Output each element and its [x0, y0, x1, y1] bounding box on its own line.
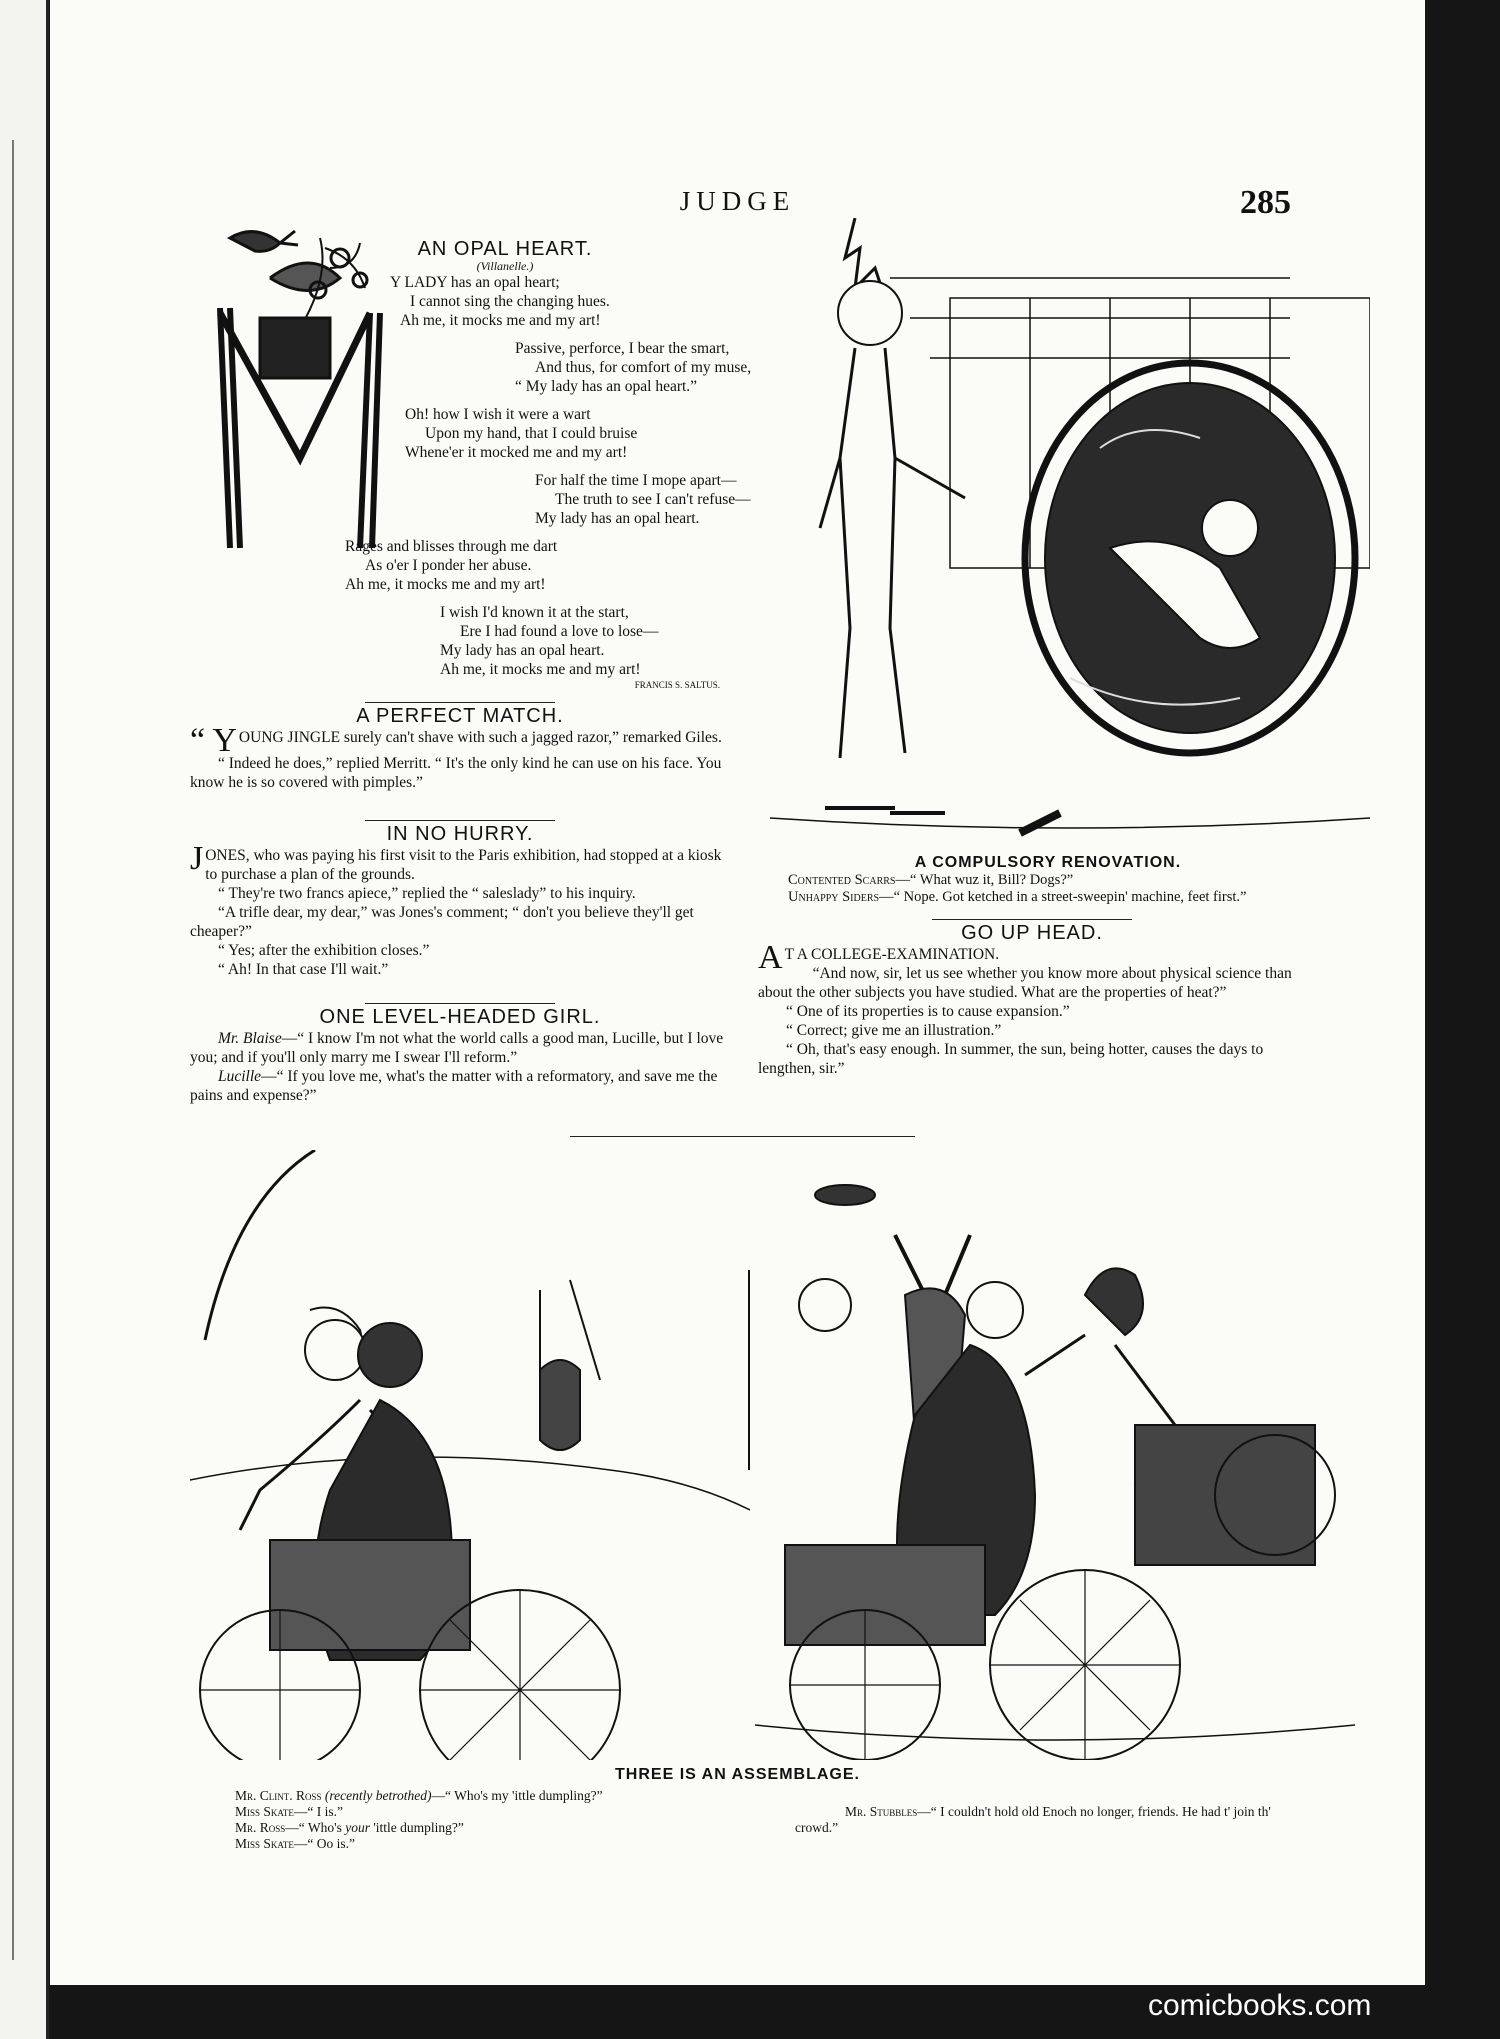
poem-author: FRANCIS S. SALTUS. — [634, 680, 720, 690]
cartoon-compulsory-renovation — [770, 218, 1370, 843]
dialogue: —“ Nope. Got ketched in a street-sweepin' machine, feet first.” — [879, 889, 1247, 905]
speaker: Lucille — [218, 1068, 262, 1085]
speaker-note: (recently betrothed) — [324, 1788, 432, 1803]
drop-initial: “ Y — [190, 722, 237, 759]
dialogue: 'ittle dumpling?” — [369, 1820, 464, 1835]
drop-initial: A — [758, 939, 783, 976]
article-title: IN NO HURRY. — [386, 823, 534, 845]
dialogue-emphasis: your — [345, 1820, 370, 1835]
poem-line: The truth to see I can't refuse— — [555, 491, 751, 508]
poem-line: Ah me, it mocks me and my art! — [440, 661, 641, 678]
speaker: Mr. Blaise — [218, 1030, 282, 1047]
speaker: Miss Skate — [235, 1804, 294, 1819]
article-title: A PERFECT MATCH. — [356, 705, 564, 727]
poem-line: My lady has an opal heart. — [440, 642, 605, 659]
dialogue: —“ What wuz it, Bill? Dogs?” — [895, 872, 1074, 888]
drop-initial: J — [190, 840, 204, 877]
article-text: ONES, who was paying his first visit to the Paris exhibition, had stopped at a kiosk to purchase a plan of the grounds. — [205, 847, 722, 883]
article-compulsory-renovation — [758, 853, 1338, 906]
panel-divider — [748, 1270, 750, 1470]
article-go-up-head — [758, 919, 1306, 1078]
article-title: ONE LEVEL-HEADED GIRL. — [319, 1006, 601, 1028]
poem-title: AN OPAL HEART. — [417, 238, 593, 260]
speaker: Mr. Ross — [235, 1820, 286, 1835]
article-text: “ One of its properties is to cause expansion.” — [786, 1003, 1070, 1020]
bird-icon — [230, 232, 280, 252]
masthead: JUDGE — [679, 186, 796, 216]
cartoon-caption-title: THREE IS AN ASSEMBLAGE. — [615, 1766, 860, 1783]
article-one-level-headed-girl — [190, 1003, 730, 1105]
article-text: “ Ah! In that case I'll wait.” — [218, 961, 389, 978]
poem-line: Y LADY has an opal heart; — [390, 274, 560, 291]
adjacent-page-edge — [0, 0, 49, 2039]
article-text: —“ I know I'm not what the world calls a good man, Lucille, but I love you; and if you'll only marry me I swear I'll reform.” — [190, 1030, 724, 1066]
poem-line: Upon my hand, that I could bruise — [425, 425, 638, 442]
cartoon-dialogue-right — [795, 1804, 1315, 1836]
article-text: “ Yes; after the exhibition closes.” — [218, 942, 430, 959]
poem-line: I wish I'd known it at the start, — [440, 604, 629, 621]
magazine-page — [50, 0, 1425, 1985]
article-in-no-hurry — [190, 820, 730, 979]
article-a-perfect-match — [190, 702, 730, 792]
article-text: —“ If you love me, what's the matter with a reformatory, and save me the pains and expense?” — [190, 1068, 718, 1104]
dialogue: —“ I is.” — [293, 1804, 344, 1819]
poem-line: Rages and blisses through me dart — [345, 538, 558, 555]
dialogue: —“ Who's my 'ittle dumpling?” — [431, 1788, 603, 1803]
poem-subtitle: (Villanelle.) — [476, 259, 534, 273]
poem-line: For half the time I mope apart— — [535, 472, 737, 489]
poem-line: Whene'er it mocked me and my art! — [405, 444, 628, 461]
article-text: “ Oh, that's easy enough. In summer, the sun, being hotter, causes the days to lengthen, sir.” — [758, 1041, 1264, 1077]
article-text: “A trifle dear, my dear,” was Jones's comment; “ don't you believe they'll get cheaper?” — [190, 904, 694, 940]
article-title: GO UP HEAD. — [961, 922, 1103, 944]
watermark-site: comicbooks.com — [1148, 1989, 1372, 2022]
page-number: 285 — [1240, 184, 1291, 221]
article-text: “ Indeed he does,” replied Merritt. “ It's the only kind he can use on his face. You know he is so covered with pimples.” — [190, 755, 722, 791]
poem-line: And thus, for comfort of my muse, — [535, 359, 752, 376]
dialogue: —“ Who's — [285, 1820, 346, 1835]
dialogue: —“ Oo is.” — [293, 1836, 356, 1851]
article-text: “And now, sir, let us see whether you know more about physical science than about the other subjects you have studied. What are the properties of heat?” — [758, 965, 1292, 1001]
poem-an-opal-heart — [290, 238, 752, 691]
poem-line: I cannot sing the changing hues. — [410, 293, 610, 310]
article-text: “ They're two francs apiece,” replied the “ saleslady” to his inquiry. — [218, 885, 636, 902]
speaker: Miss Skate — [235, 1836, 294, 1851]
poem-line: Ah me, it mocks me and my art! — [345, 576, 546, 593]
cartoon-dialogue-left — [235, 1788, 795, 1852]
speaker: Contented Scarrs — [788, 872, 896, 888]
dialogue: —“ I couldn't hold old Enoch no longer, friends. He had t' join th' crowd.” — [795, 1804, 1271, 1835]
poem-line: “ My lady has an opal heart.” — [515, 378, 698, 395]
poem-line: As o'er I ponder her abuse. — [365, 557, 532, 574]
article-text: “ Correct; give me an illustration.” — [786, 1022, 1002, 1039]
cartoon-panel-left — [190, 1150, 750, 1760]
cartoon-panel-right — [755, 1165, 1355, 1760]
article-lead: T A COLLEGE-EXAMINATION. — [784, 946, 1000, 963]
poem-line: My lady has an opal heart. — [535, 510, 700, 527]
cartoon-caption-title: A COMPULSORY RENOVATION. — [914, 854, 1182, 871]
section-divider — [570, 1136, 915, 1137]
article-text: OUNG JINGLE surely can't shave with such a jagged razor,” remarked Giles. — [238, 729, 722, 746]
poem-line: Oh! how I wish it were a wart — [405, 406, 591, 423]
speaker: Unhappy Siders — [788, 889, 880, 905]
speaker: Mr. Clint. Ross — [235, 1788, 322, 1803]
poem-line: Ah me, it mocks me and my art! — [400, 312, 601, 329]
poem-line: Passive, perforce, I bear the smart, — [515, 340, 730, 357]
poem-line: Ere I had found a love to lose— — [460, 623, 659, 640]
speaker: Mr. Stubbles — [845, 1804, 918, 1819]
